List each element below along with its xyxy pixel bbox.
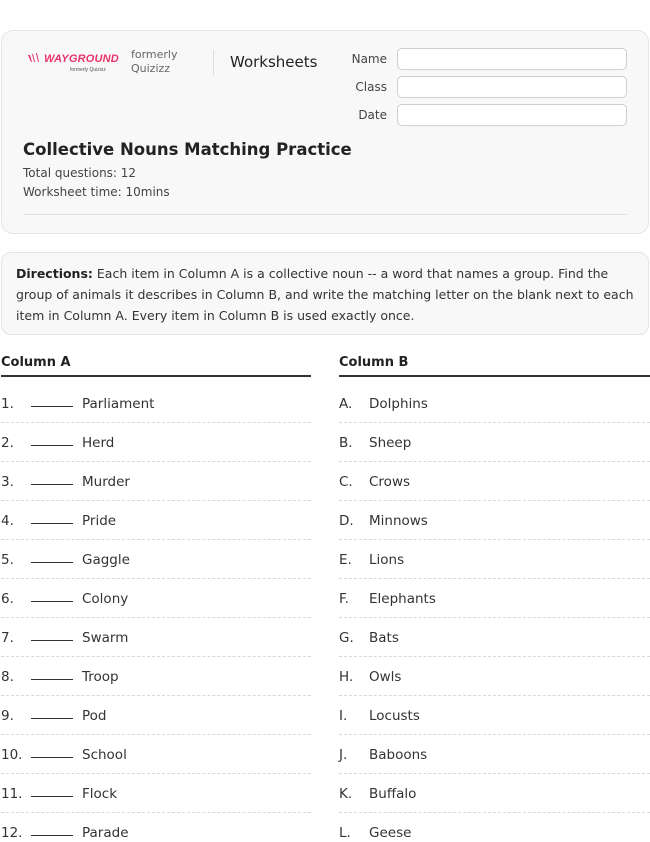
option-letter: D.: [339, 512, 354, 529]
option-letter: C.: [339, 473, 353, 490]
column-b-item: [339, 696, 650, 735]
name-field[interactable]: [397, 48, 627, 70]
item-number: 5.: [1, 551, 14, 568]
option-text: Owls: [369, 668, 402, 685]
answer-blank[interactable]: [31, 796, 73, 797]
item-number: 6.: [1, 590, 14, 607]
item-number: 12.: [1, 824, 23, 841]
column-b-item: [339, 423, 650, 462]
option-text: Crows: [369, 473, 411, 490]
item-text: Herd: [82, 434, 115, 451]
item-number: 2.: [1, 434, 14, 451]
item-number: 10.: [1, 746, 23, 763]
column-b-item: [339, 657, 650, 696]
column-a-item: [1, 774, 311, 813]
column-b-item: [339, 579, 650, 618]
item-number: 4.: [1, 512, 14, 529]
column-b-item: [339, 501, 650, 540]
option-text: Bats: [369, 629, 399, 646]
option-letter: F.: [339, 590, 349, 607]
answer-blank[interactable]: [31, 484, 73, 485]
answer-blank[interactable]: [31, 445, 73, 446]
column-a-item: [1, 423, 311, 462]
answer-blank[interactable]: [31, 757, 73, 758]
formerly-line-2: Quizizz: [131, 62, 171, 75]
column-a-item: [1, 696, 311, 735]
column-a-item: [1, 657, 311, 696]
column-a-item: [1, 501, 311, 540]
column-b-item: [339, 735, 650, 774]
item-text: School: [82, 746, 127, 763]
option-text: Elephants: [369, 590, 436, 607]
name-label: Name: [351, 52, 387, 66]
option-letter: L.: [339, 824, 351, 841]
class-label: Class: [355, 80, 387, 94]
option-text: Buffalo: [369, 785, 417, 802]
column-b-item: [339, 813, 650, 842]
column-a-item: [1, 735, 311, 774]
column-b-item: [339, 462, 650, 501]
formerly-note: [131, 48, 178, 76]
item-number: 11.: [1, 785, 23, 802]
option-text: Dolphins: [369, 395, 428, 412]
column-b-item: [339, 774, 650, 813]
option-text: Lions: [369, 551, 405, 568]
option-letter: I.: [339, 707, 348, 724]
item-text: Colony: [82, 590, 129, 607]
option-text: Baboons: [369, 746, 428, 763]
column-a-item: [1, 384, 311, 423]
column-a-item: [1, 540, 311, 579]
column-b-item: [339, 540, 650, 579]
wayground-logo: [28, 52, 120, 74]
option-letter: E.: [339, 551, 352, 568]
option-letter: A.: [339, 395, 353, 412]
item-number: 7.: [1, 629, 14, 646]
date-field[interactable]: [397, 104, 627, 126]
option-text: Locusts: [369, 707, 420, 724]
item-text: Gaggle: [82, 551, 130, 568]
formerly-line-1: formerly: [131, 48, 178, 61]
item-text: Parade: [82, 824, 129, 841]
answer-blank[interactable]: [31, 523, 73, 524]
answer-blank[interactable]: [31, 601, 73, 602]
logo-subtitle: formerly Quizizz: [70, 67, 106, 73]
header-divider: [213, 50, 214, 76]
column-a-rule: [1, 375, 311, 377]
item-number: 3.: [1, 473, 14, 490]
answer-blank[interactable]: [31, 562, 73, 563]
column-a-item: [1, 579, 311, 618]
item-text: Parliament: [82, 395, 155, 412]
column-b-item: [339, 618, 650, 657]
item-number: 9.: [1, 707, 14, 724]
option-letter: H.: [339, 668, 354, 685]
option-text: Minnows: [369, 512, 428, 529]
date-label: Date: [358, 108, 387, 122]
option-text: Geese: [369, 824, 412, 841]
directions-box: [1, 252, 649, 335]
option-letter: B.: [339, 434, 353, 451]
column-a-item: [1, 813, 311, 842]
option-letter: J.: [339, 746, 348, 763]
column-a-heading: Column A: [1, 355, 71, 370]
column-b-item: [339, 384, 650, 423]
option-letter: K.: [339, 785, 353, 802]
total-questions: Total questions: 12: [23, 166, 137, 180]
logo-wordmark: WAYGROUND: [44, 53, 119, 65]
item-text: Pod: [82, 707, 107, 724]
section-title: Worksheets: [230, 53, 318, 71]
directions-label: Directions:: [16, 266, 93, 281]
answer-blank[interactable]: [31, 406, 73, 407]
option-text: Sheep: [369, 434, 412, 451]
directions-text: Each item in Column A is a collective noun -- a word that names a group. Find the group of animals it describes in Column B, and write the matching letter on the blank next to each item in Column A. Every item in Column B is used exactly once.: [16, 266, 634, 323]
worksheet-title: Collective Nouns Matching Practice: [23, 140, 352, 159]
answer-blank[interactable]: [31, 835, 73, 836]
column-a-item: [1, 618, 311, 657]
item-text: Flock: [82, 785, 118, 802]
column-b-heading: Column B: [339, 355, 409, 370]
item-text: Pride: [82, 512, 117, 529]
answer-blank[interactable]: [31, 718, 73, 719]
column-a-item: [1, 462, 311, 501]
answer-blank[interactable]: [31, 640, 73, 641]
item-text: Murder: [82, 473, 130, 490]
item-number: 8.: [1, 668, 14, 685]
answer-blank[interactable]: [31, 679, 73, 680]
header-rule: [23, 214, 627, 215]
item-text: Troop: [82, 668, 119, 685]
item-number: 1.: [1, 395, 14, 412]
worksheet-time: Worksheet time: 10mins: [23, 185, 170, 199]
item-text: Swarm: [82, 629, 129, 646]
option-letter: G.: [339, 629, 354, 646]
class-field[interactable]: [397, 76, 627, 98]
column-b-rule: [339, 375, 650, 377]
